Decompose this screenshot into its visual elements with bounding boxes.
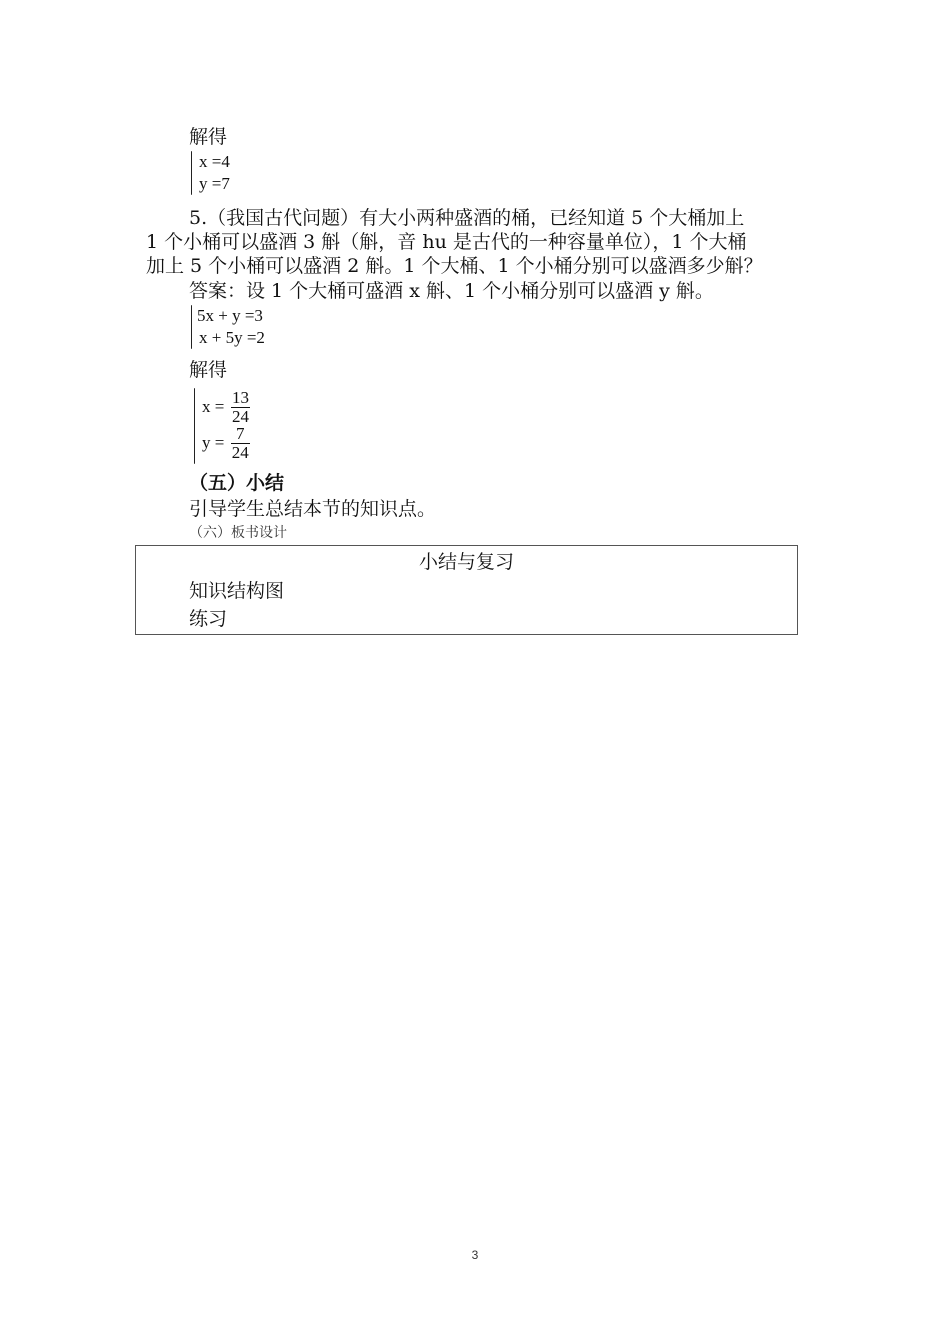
solution-2-x-fraction (231, 389, 250, 426)
summary-text: 引导学生总结本节的知识点。 (189, 498, 437, 520)
problem5-line3: 加上 5 个小桶可以盛酒 2 斛。1 个大桶、1 个小桶分别可以盛酒多少斛？ (146, 255, 763, 277)
summary-heading: （五）小结 (189, 472, 285, 494)
solve-label-1: 解得 (189, 126, 228, 148)
board-item-knowledge-structure: 知识结构图 (189, 580, 285, 602)
system-2-eq1: 5x + y =3 (197, 306, 263, 325)
board-design-box (135, 545, 798, 635)
problem5-line1: 5.（我国古代问题）有大小两种盛酒的桶，已经知道 5 个大桶加上 (189, 207, 745, 229)
system-brace-1 (191, 151, 192, 195)
answer-text: 答案：设 1 个大桶可盛酒 x 斛、1 个小桶分别可以盛酒 y 斛。 (189, 280, 714, 302)
solution-1-x: x =4 (199, 152, 230, 171)
solve-label-2: 解得 (189, 359, 228, 381)
system-brace-3 (194, 388, 195, 464)
page-number: 3 (471, 1248, 479, 1262)
system-brace-2 (191, 305, 192, 349)
board-title: 小结与复习 (418, 551, 514, 573)
solution-2-x-prefix: x = (202, 397, 225, 416)
x-numerator: 13 (232, 388, 249, 407)
x-denominator: 24 (232, 407, 249, 426)
board-item-practice: 练习 (189, 608, 228, 630)
y-numerator: 7 (231, 425, 250, 444)
solution-2-y-prefix: y = (202, 433, 225, 452)
problem5-line2: 1 个小桶可以盛酒 3 斛（斛，音 hu 是古代的一种容量单位），1 个大桶 (146, 231, 747, 253)
solution-2-y-fraction (231, 425, 250, 462)
system-2-eq2: x + 5y =2 (199, 328, 265, 347)
solution-1-y: y =7 (199, 174, 230, 193)
board-design-heading: （六）板书设计 (189, 525, 287, 541)
y-denominator: 24 (231, 443, 249, 462)
